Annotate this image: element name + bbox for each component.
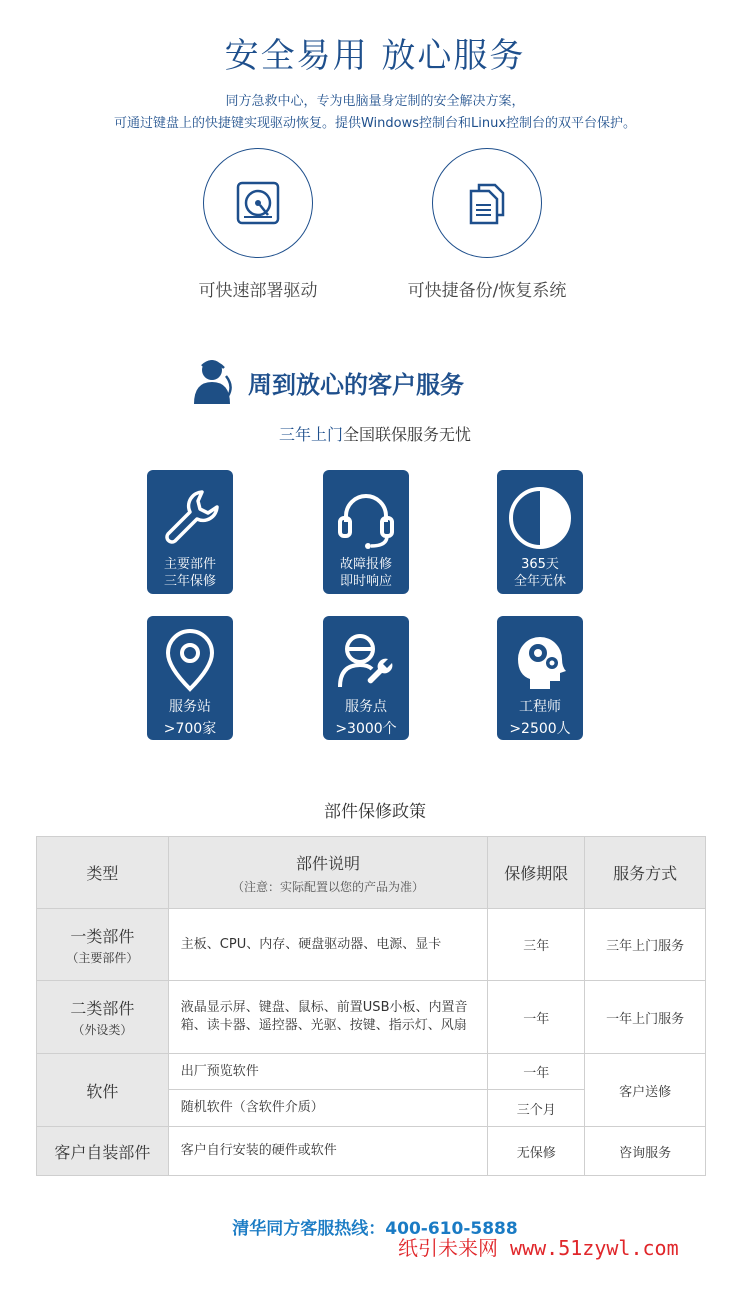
tile-line2: >2500人: [509, 721, 571, 737]
tile-line1: 故障报修: [339, 557, 392, 572]
cell-desc: 客户自行安装的硬件或软件: [168, 1127, 488, 1176]
headset-icon: [334, 486, 398, 550]
service-subtitle-rest: 全国联保服务无忧: [343, 425, 472, 444]
tile-line1: 主要部件: [163, 557, 216, 572]
feature-label: 可快捷备份/恢复系统: [407, 281, 567, 301]
service-subtitle-highlight: 三年上门: [278, 425, 343, 444]
tile-line2: 全年无休: [513, 574, 566, 589]
tile-line2: >700家: [163, 721, 217, 737]
type-label: 二类部件: [70, 999, 135, 1018]
service-hotline: 清华同方客服热线：400-610-5888: [232, 1219, 518, 1239]
table-row: [37, 909, 706, 981]
header-desc-note: （注意：实际配置以您的产品为准）: [232, 879, 425, 894]
page-title: 安全易用 放心服务: [224, 36, 526, 76]
feature-circle: [203, 148, 313, 258]
intro-line-1: 同方急救中心，专为电脑量身定制的安全解决方案，: [225, 94, 525, 109]
table-row: [37, 981, 706, 1054]
tile-line2: >3000个: [335, 721, 397, 737]
intro-line-2: 可通过键盘上的快捷键实现驱动恢复。提供Windows控制台和Linux控制台的双平台保护。: [113, 116, 637, 131]
wrench-icon: [158, 486, 222, 550]
warranty-policy-table: [36, 836, 706, 1176]
location-pin-icon: [160, 629, 220, 693]
service-heading: [188, 356, 464, 408]
half-circle-icon: [507, 485, 573, 551]
service-title: 周到放心的客户服务: [248, 370, 464, 399]
table-row: [37, 1054, 706, 1090]
table-header-row: [37, 837, 706, 909]
feature-label: 可快速部署驱动: [198, 281, 318, 301]
type-note: （外设类）: [72, 1023, 133, 1037]
cell-desc: 随机软件（含软件介质）: [168, 1090, 488, 1127]
cell-method: 一年上门服务: [585, 981, 706, 1054]
cell-type: [37, 909, 169, 981]
type-note: （主要部件）: [66, 950, 139, 965]
cell-type: 客户自装部件: [37, 1127, 169, 1176]
cell-desc: 液晶显示屏、键盘、鼠标、前置USB小板、内置音箱、读卡器、遥控器、光驱、按键、指示灯、风扇: [168, 981, 488, 1054]
service-tile-stations: [147, 616, 233, 740]
cell-desc: 主板、CPU、内存、硬盘驱动器、电源、显卡: [168, 909, 488, 981]
service-tile-service-points: [323, 616, 409, 740]
tile-line1: 工程师: [519, 699, 561, 715]
feature-backup-restore: [387, 148, 587, 301]
watermark-text: 纸引未来网 www.51zywl.com: [398, 1236, 679, 1260]
service-subtitle: [0, 422, 750, 445]
service-tile-engineers: [497, 616, 583, 740]
cell-period: 无保修: [488, 1127, 585, 1176]
feature-deploy-driver: [158, 148, 358, 301]
technician-icon: [334, 629, 398, 693]
customer-service-icon: [188, 356, 240, 408]
type-label: 一类部件: [70, 926, 135, 946]
tile-line2: 即时响应: [339, 574, 392, 589]
service-tile-repair-response: [323, 470, 409, 594]
header-desc-label: 部件说明: [296, 853, 361, 873]
cell-type: [37, 981, 169, 1054]
feature-circle: [432, 148, 542, 258]
cell-desc: 出厂预览软件: [168, 1054, 488, 1090]
tile-line2: 三年保修: [163, 574, 216, 589]
tile-line1: 服务站: [169, 699, 211, 715]
documents-icon: [463, 179, 511, 227]
header-method: 服务方式: [585, 837, 706, 909]
cell-period: 一年: [488, 981, 585, 1054]
cell-method: 客户送修: [585, 1054, 706, 1127]
cell-period: 三个月: [488, 1090, 585, 1127]
cell-type: 软件: [37, 1054, 169, 1127]
tile-line1: 服务点: [345, 699, 387, 715]
header-desc: [168, 837, 488, 909]
hard-drive-icon: [234, 179, 282, 227]
tile-line1: 365天: [521, 557, 559, 572]
cell-method: 三年上门服务: [585, 909, 706, 981]
cell-method: 咨询服务: [585, 1127, 706, 1176]
table-row: [37, 1127, 706, 1176]
service-tile-all-year: [497, 470, 583, 594]
header-period: 保修期限: [488, 837, 585, 909]
engineer-head-icon: [508, 629, 572, 693]
header-type: 类型: [37, 837, 169, 909]
cell-period: 三年: [488, 909, 585, 981]
service-tile-parts-warranty: [147, 470, 233, 594]
policy-title: 部件保修政策: [324, 802, 426, 822]
cell-period: 一年: [488, 1054, 585, 1090]
